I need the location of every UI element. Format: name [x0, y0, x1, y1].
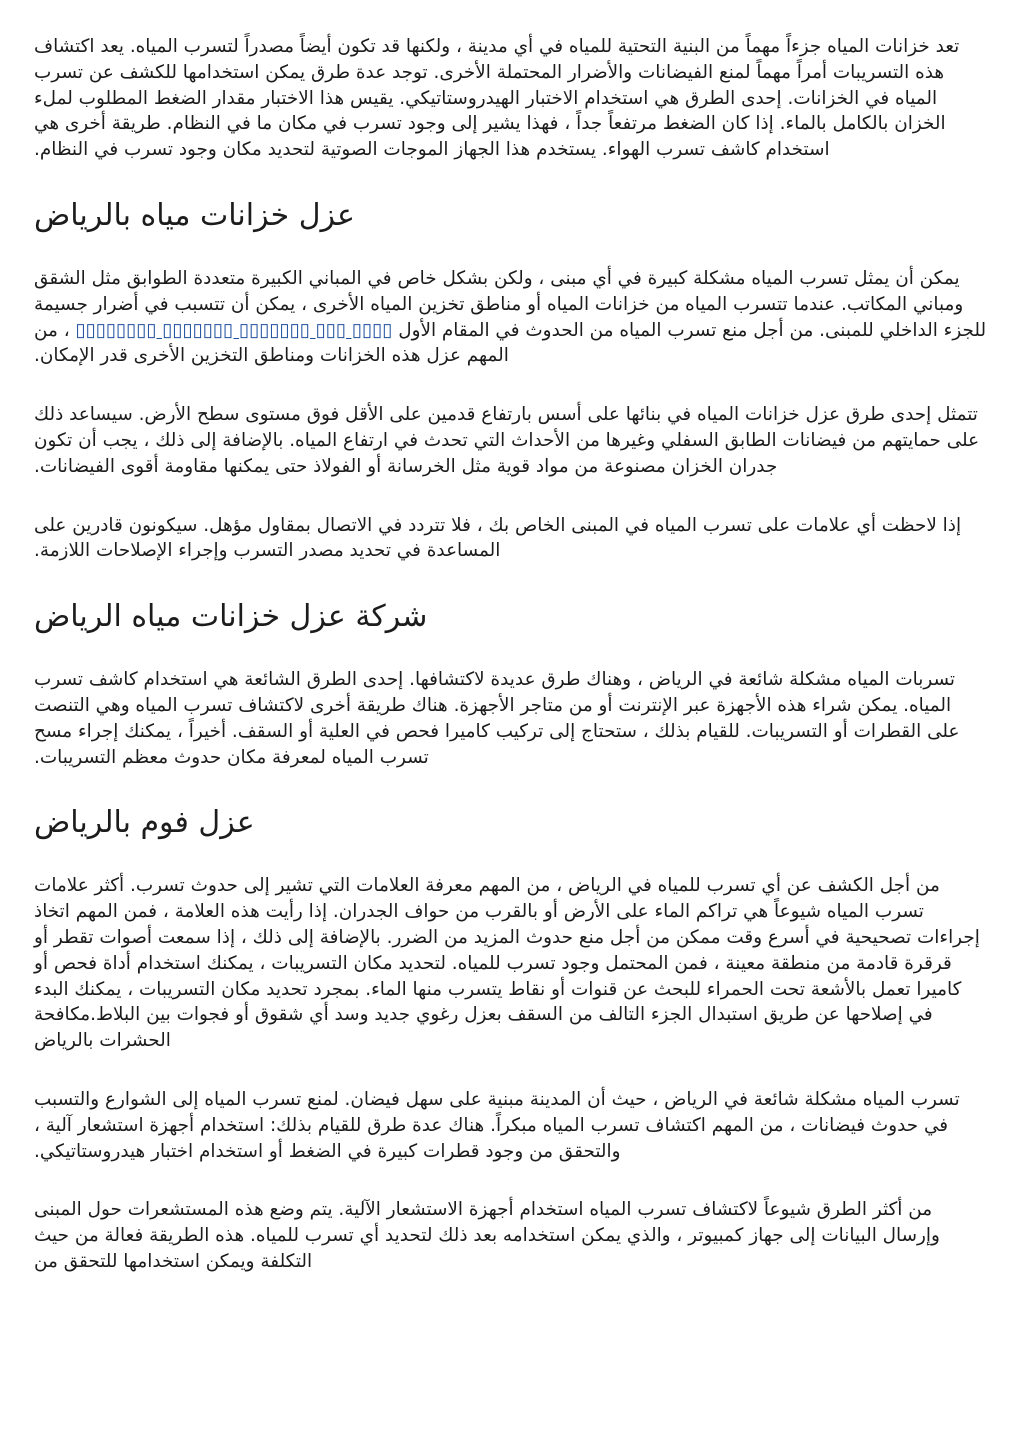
paragraph-foundation-method: تتمثل إحدى طرق عزل خزانات المياه في بنائها على أسس بارتفاع قدمين على الأقل فوق مستوى سطح الأرض. سيساعد ذلك على حمايتهم من فيضانات الطابق السفلي وغيرها من الأحداث التي تحدث في ارتفاع المياه. بالإضافة إلى ذلك ، يجب أن تكون جدران الخزان مصنوعة من مواد قوية مثل الخرسانة أو الفولاذ حتى يمكنها مقاومة أقوى الفيضانات.: [34, 404, 980, 477]
section-heading-tank-insulation: عزل خزانات مياه بالرياض: [34, 197, 355, 233]
inline-link[interactable]: ▯▯▯▯ ▯▯▯ ▯▯▯▯▯▯▯ ▯▯▯▯▯▯▯ ▯▯▯▯▯▯▯▯: [75, 319, 393, 341]
paragraph-text: ، من المهم عزل هذه الخزانات ومناطق التخزين الأخرى قدر الإمكان.: [34, 319, 509, 367]
paragraph-sensors: من أكثر الطرق شيوعاً لاكتشاف تسرب المياه استخدام أجهزة الاستشعار الآلية. يتم وضع هذه المستشعرات حول المبنى وإرسال البيانات إلى جهاز كمبيوتر ، والذي يمكن استخدامه بعد ذلك لتحديد أي تسرب للمياه. هذه الطريقة فعالة من حيث التكلفة ويمكن استخدامها للتحقق من: [34, 1199, 940, 1272]
section-heading-company: شركة عزل خزانات مياه الرياض: [34, 599, 428, 635]
paragraph-leak-signs: من أجل الكشف عن أي تسرب للمياه في الرياض ، من المهم معرفة العلامات التي تشير إلى حدوث تسرب. أكثر علامات تسرب المياه شيوعاً هي تراكم الماء على الأرض أو بالقرب من حواف الجدران. إذا رأيت هذه العلامة ، فمن المهم اتخاذ إجراءات تصحيحية في أسرع وقت ممكن من أجل منع حدوث المزيد من الضرر. بالإضافة إلى ذلك ، إذا سمعت أصوات تقطر أو قرقرة قادمة من منطقة معينة ، فمن المحتمل وجود تسرب للمياه. لتحديد مكان التسريبات ، يمكنك استخدام أداة فحص أو كاميرا تعمل بالأشعة تحت الحمراء للبحث عن قنوات أو نقاط يتسرب منها الماء. بمجرد تحديد مكان التسريبات ، يمكنك البدء في إصلاحها عن طريق استبدال الجزء التالف من السقف بعزل رغوي جديد وسد أي شقوق أو فجوات بين البلاط.مكافحة الحشرات بالرياض: [34, 875, 980, 1052]
paragraph-text: يمكن أن يمثل تسرب المياه مشكلة كبيرة في أي مبنى ، ولكن بشكل خاص في المباني الكبيرة متعددة الطوابق مثل الشقق ومباني المكاتب. عندما تتسرب المياه من خزانات المياه أو مناطق تخزين المياه الأخرى ، يمكن أن تتسبب في أضرار جسيمة للجزء الداخلي للمبنى. من أجل منع تسرب المياه من الحدوث في المقام الأول: [34, 267, 987, 341]
paragraph-contact-contractor: إذا لاحظت أي علامات على تسرب المياه في المبنى الخاص بك ، فلا تتردد في الاتصال بمقاول مؤهل. سيكونون قادرين على المساعدة في تحديد مصدر التسرب وإجراء الإصلاحات اللازمة.: [34, 514, 962, 562]
paragraph-flood-plain: تسرب المياه مشكلة شائعة في الرياض ، حيث أن المدينة مبنية على سهل فيضان. لمنع تسرب المياه إلى الشوارع والتسبب في حدوث فيضانات ، من المهم اكتشاف تسرب المياه مبكراً. هناك عدة طرق للقيام بذلك: استخدام أجهزة استشعار آلية ، والتحقق من وجود قطرات كبيرة في الضغط أو استخدام اختبار هيدروستاتيكي.: [34, 1088, 960, 1162]
paragraph-leak-detection: تسربات المياه مشكلة شائعة في الرياض ، وهناك طرق عديدة لاكتشافها. إحدى الطرق الشائعة هي استخدام كاشف تسرب المياه. يمكن شراء هذه الأجهزة عبر الإنترنت أو من متاجر الأجهزة. هناك طريقة أخرى لاكتشاف تسرب المياه وهي التنصت على القطرات أو التسريبات. للقيام بذلك ، ستحتاج إلى تركيب كاميرا فحص في العلية أو السقف. أخيراً ، يمكنك إجراء مسح تسرب المياه لمعرفة مكان حدوث معظم التسريبات.: [34, 669, 960, 768]
section-heading-foam-insulation: عزل فوم بالرياض: [34, 805, 255, 841]
paragraph-leak-problem: [34, 266, 988, 369]
paragraph-intro: تعد خزانات المياه جزءاً مهماً من البنية التحتية للمياه في أي مدينة ، ولكنها قد تكون أيضاً مصدراً لتسرب المياه. يعد اكتشاف هذه التسريبات أمراً مهماً لمنع الفيضانات والأضرار المحتملة الأخرى. توجد عدة طرق يمكن استخدامها للكشف عن تسرب المياه في الخزانات. إحدى الطرق هي استخدام الاختبار الهيدروستاتيكي. يقيس هذا الاختبار مقدار الضغط المطلوب لملء الخزان بالكامل بالماء. إذا كان الضغط مرتفعاً جداً ، فهذا يشير إلى وجود تسرب في مكان ما في النظام. طريقة أخرى هي استخدام كاشف تسرب الهواء. يستخدم هذا الجهاز الموجات الصوتية لتحديد مكان وجود تسرب في النظام.: [34, 36, 960, 161]
